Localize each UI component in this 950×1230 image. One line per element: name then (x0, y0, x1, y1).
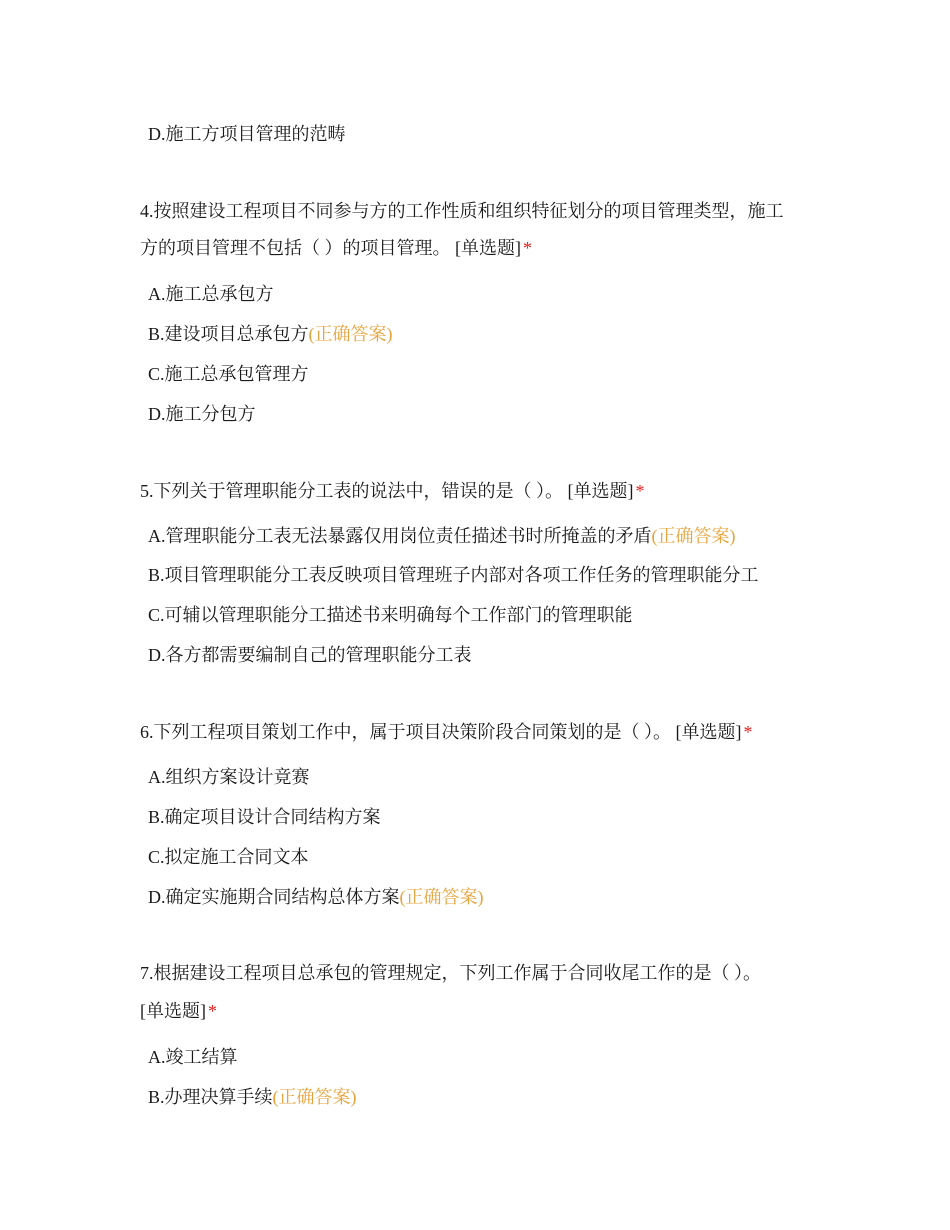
required-mark: * (523, 238, 532, 258)
option-label: C. (148, 847, 165, 867)
option-q5-b (148, 563, 759, 587)
question-7-line-1 (140, 961, 820, 985)
option-q4-c (148, 362, 309, 386)
question-text: 方的项目管理不包括（ ）的项目管理。 (140, 238, 451, 258)
question-5-line-1 (140, 479, 820, 503)
required-mark: * (635, 481, 645, 501)
option-label: D. (148, 124, 166, 144)
option-q7-a (148, 1045, 238, 1069)
option-text: 管理职能分工表无法暴露仅用岗位责任描述书时所掩盖的矛盾 (165, 526, 652, 546)
option-text: 确定项目设计合同结构方案 (164, 807, 381, 827)
question-type-tag: [单选题] (140, 1001, 206, 1021)
question-type-tag: [单选题] (567, 481, 634, 501)
option-text: 施工方项目管理的范畴 (165, 124, 346, 144)
option-label: C. (148, 605, 165, 625)
option-text: 施工总承包方 (165, 284, 274, 304)
option-label: C. (148, 364, 165, 384)
option-text: 竣工结算 (165, 1047, 238, 1067)
question-6-line-1 (140, 720, 820, 744)
question-text: 下列关于管理职能分工表的说法中，错误的是（ ）。 (153, 481, 563, 501)
option-q6-b (148, 805, 381, 829)
option-q5-a (148, 524, 736, 548)
option-q5-d (148, 643, 472, 667)
question-text: 下列工程项目策划工作中，属于项目决策阶段合同策划的是（ ）。 (153, 722, 671, 742)
option-text: 各方都需要编制自己的管理职能分工表 (165, 645, 472, 665)
option-text: 施工总承包管理方 (164, 364, 309, 384)
correct-answer-tag: (正确答案) (399, 887, 484, 907)
option-text: 建设项目总承包方 (164, 324, 309, 344)
option-label: D. (148, 404, 166, 424)
option-text: 组织方案设计竟赛 (165, 767, 310, 787)
question-4-line-1 (140, 199, 820, 223)
question-number: 4. (140, 201, 154, 221)
option-label: A. (148, 284, 166, 304)
option-label: A. (148, 767, 166, 787)
option-text: 可辅以管理职能分工描述书来明确每个工作部门的管理职能 (164, 605, 633, 625)
option-label: A. (148, 1047, 166, 1067)
question-number: 6. (140, 722, 154, 742)
option-label: B. (148, 807, 165, 827)
option-label: B. (148, 324, 165, 344)
option-label: A. (148, 526, 166, 546)
option-label: D. (148, 645, 166, 665)
question-number: 5. (140, 481, 154, 501)
required-mark: * (743, 722, 753, 742)
option-text: 拟定施工合同文本 (164, 847, 309, 867)
option-q4-b (148, 322, 393, 346)
question-text: 根据建设工程项目总承包的管理规定，下列工作属于合同收尾工作的是（ ）。 (153, 963, 761, 983)
option-label: B. (148, 1087, 165, 1107)
option-q6-d (148, 885, 484, 909)
question-type-tag: [单选题] (675, 722, 742, 742)
option-text: 施工分包方 (165, 404, 256, 424)
option-q6-a (148, 765, 310, 789)
option-q4-d (148, 402, 256, 426)
option-text: 确定实施期合同结构总体方案 (165, 887, 400, 907)
correct-answer-tag: (正确答案) (651, 526, 736, 546)
required-mark: * (208, 1001, 217, 1021)
question-4-line-2 (140, 236, 820, 260)
option-label: D. (148, 887, 166, 907)
option-q4-a (148, 282, 274, 306)
option-label: B. (148, 565, 165, 585)
question-number: 7. (140, 963, 154, 983)
option-q7-b (148, 1085, 357, 1109)
option-q3-d (148, 122, 346, 146)
question-text: 按照建设工程项目不同参与方的工作性质和组织特征划分的项目管理类型，施工 (153, 201, 784, 221)
option-text: 办理决算手续 (164, 1087, 273, 1107)
option-q6-c (148, 845, 309, 869)
correct-answer-tag: (正确答案) (272, 1087, 357, 1107)
option-q5-c (148, 603, 633, 627)
option-text: 项目管理职能分工表反映项目管理班子内部对各项工作任务的管理职能分工 (164, 565, 759, 585)
question-type-tag: [单选题] (455, 238, 521, 258)
correct-answer-tag: (正确答案) (308, 324, 393, 344)
question-7-line-2 (140, 999, 820, 1023)
